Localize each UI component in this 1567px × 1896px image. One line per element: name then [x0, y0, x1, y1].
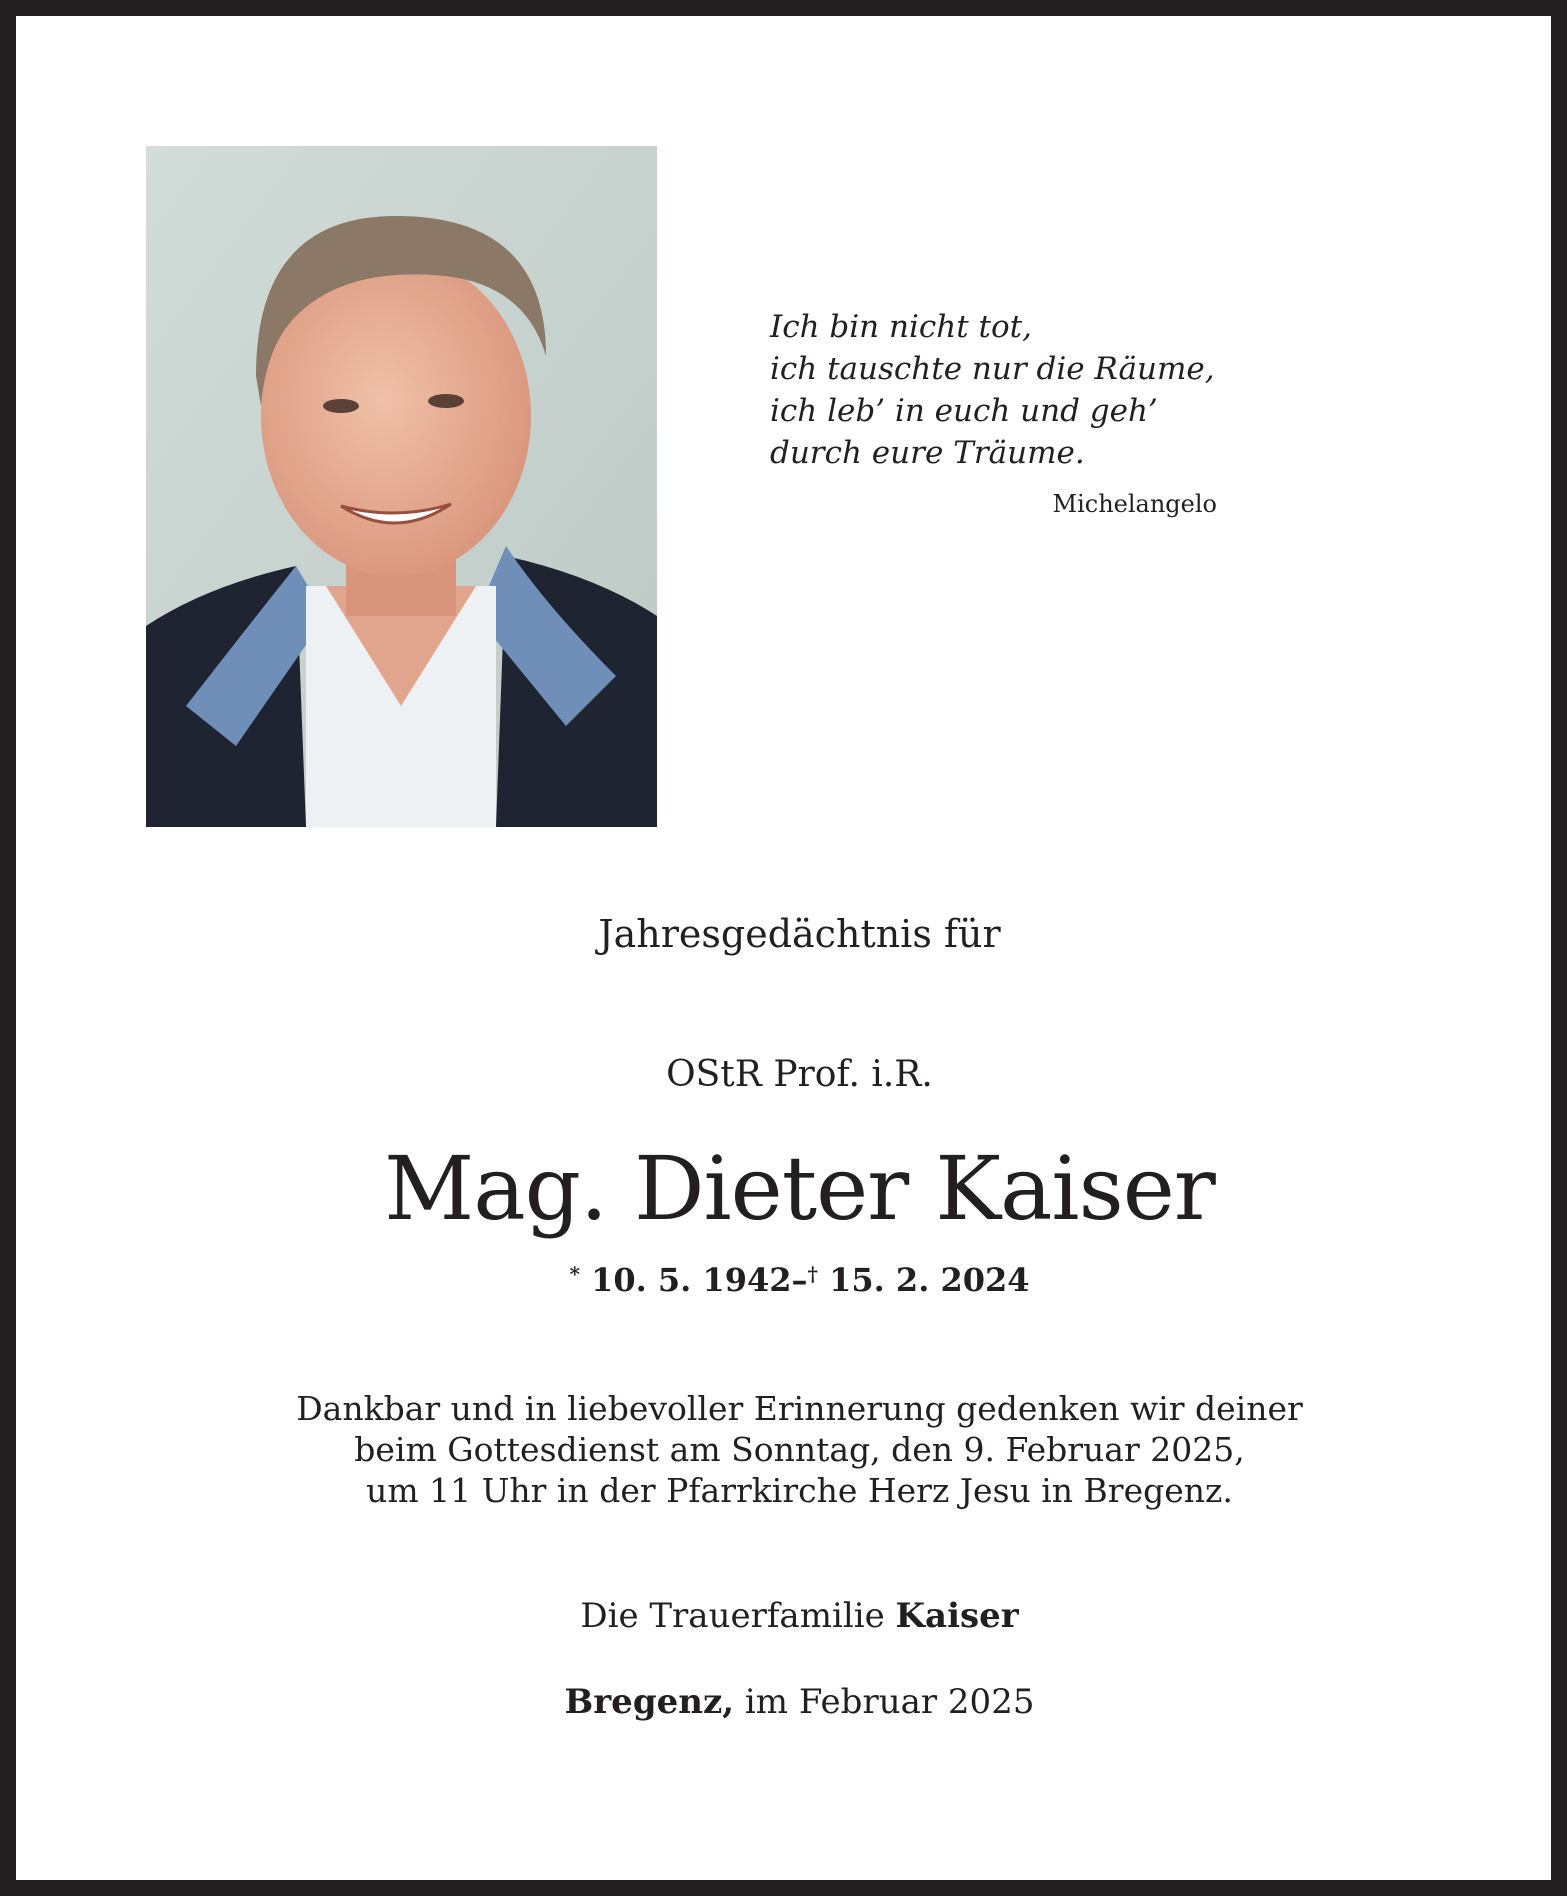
family-prefix: Die Trauerfamilie	[580, 1596, 885, 1636]
quote-line: ich tauschte nur die Räume,	[770, 351, 1215, 387]
place-date-text: im Februar 2025	[744, 1682, 1035, 1722]
quote-line: durch eure Träume.	[770, 435, 1085, 471]
death-symbol: †	[807, 1262, 818, 1286]
family-signature	[32, 1596, 1567, 1636]
place-date	[32, 1682, 1567, 1722]
birth-symbol: *	[569, 1262, 580, 1286]
memorial-message	[32, 1388, 1567, 1511]
family-surname: Kaiser	[895, 1596, 1019, 1636]
life-dates	[32, 1261, 1567, 1299]
portrait-photo	[146, 146, 657, 827]
message-line: um 11 Uhr in der Pfarrkirche Herz Jesu in Bregenz.	[366, 1471, 1233, 1510]
place-city: Bregenz,	[564, 1682, 735, 1722]
quote	[770, 306, 1250, 474]
quote-line: ich leb’ in euch und geh’	[770, 393, 1158, 429]
deceased-name: Mag. Dieter Kaiser	[384, 1137, 1215, 1240]
birth-date: 10. 5. 1942	[591, 1261, 792, 1299]
death-date: 15. 2. 2024	[829, 1261, 1030, 1299]
date-separator: –	[791, 1261, 808, 1299]
quote-line: Ich bin nicht tot,	[770, 309, 1032, 345]
memorial-intro: Jahresgedächtnis für	[598, 912, 1001, 956]
message-line: beim Gottesdienst am Sonntag, den 9. Februar 2025,	[354, 1430, 1245, 1469]
honorific-title: OStR Prof. i.R.	[666, 1054, 933, 1095]
quote-author: Michelangelo	[1052, 490, 1217, 518]
message-line: Dankbar und in liebevoller Erinnerung gedenken wir deiner	[296, 1389, 1303, 1428]
